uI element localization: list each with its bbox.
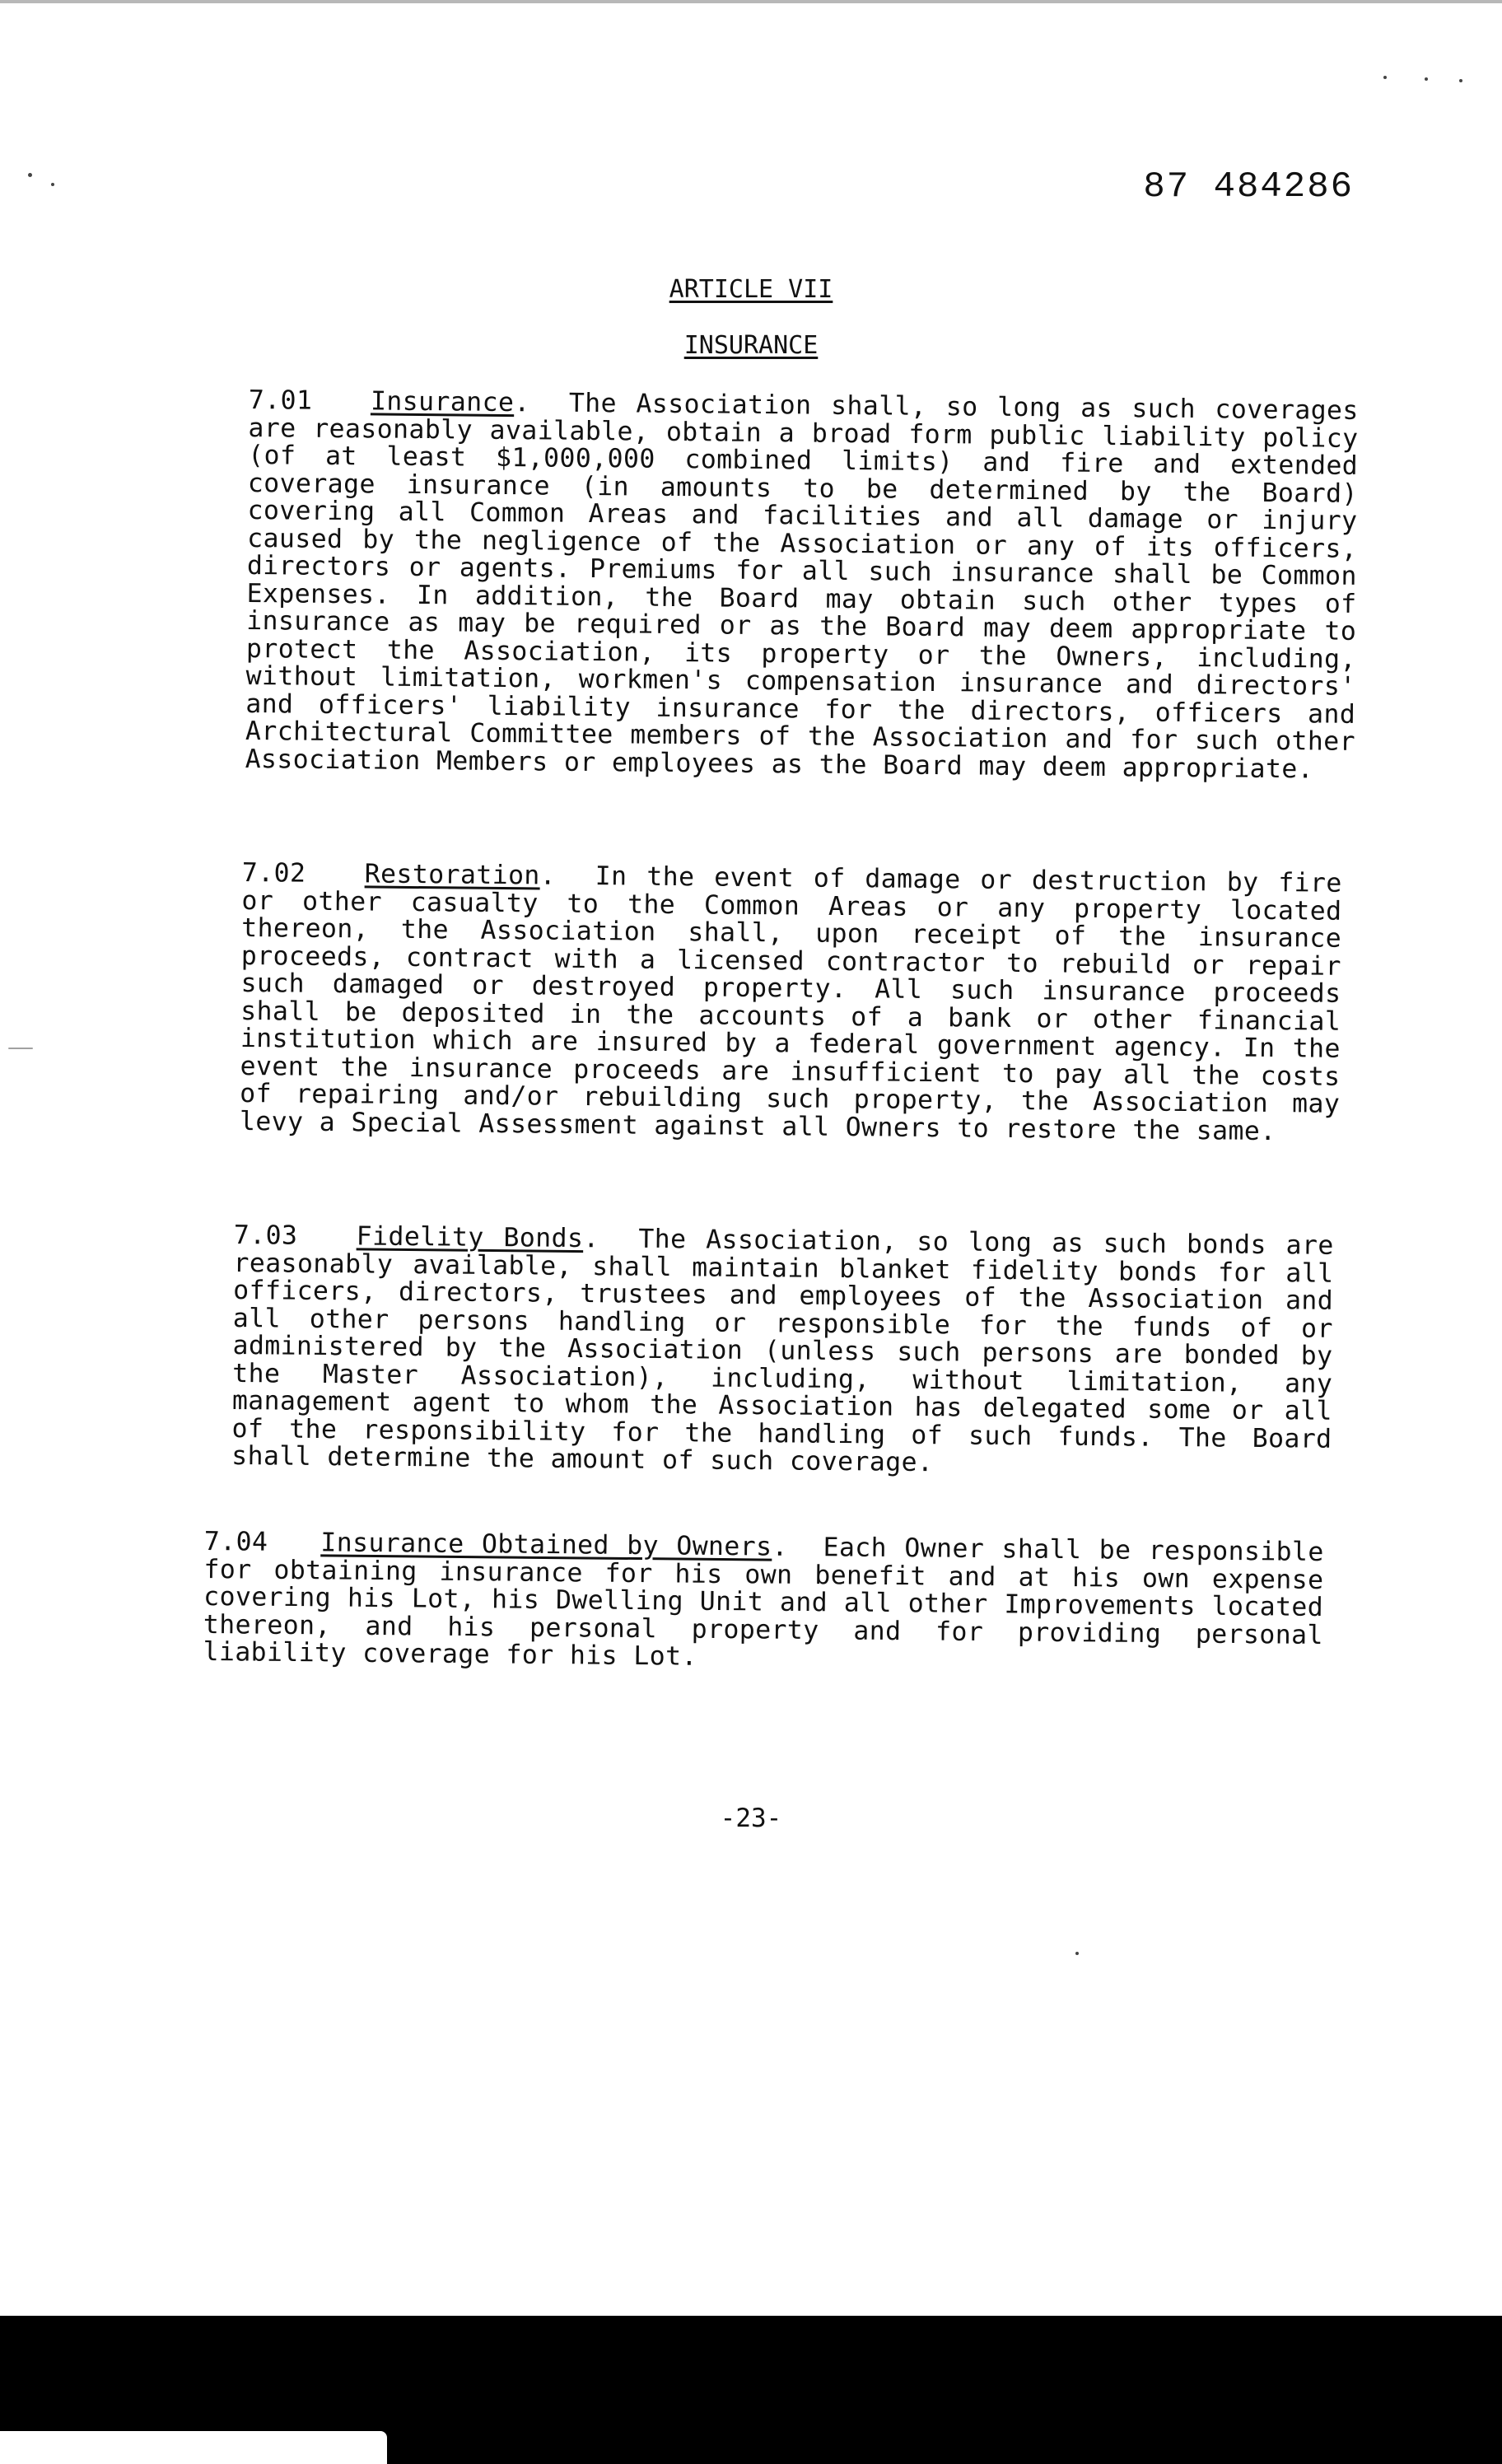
scan-bottom-notch	[0, 2431, 387, 2464]
section-7-04: 7.04 Insurance Obtained by Owners. Each Owner shall be responsible for obtaining insurance for his own benefit and at his own expense covering his Lot, his Dwelling Unit and all other Improvements located thereon, and his personal property and for providing personal liability coverage for his Lot.	[203, 1527, 1324, 1672]
article-heading: ARTICLE VII	[669, 275, 833, 304]
section-7-01: 7.01 Insurance. The Association shall, so long as such coverages are reasonably available, obtain a broad form public liability policy (of at least $1,000,000 combined limits) and fire and extended coverage insurance (in amounts to be determined by the Board) covering all Common Areas and facilities and all damage or injury caused by the negligence of the Association or any of its officers, directors or agents. Premiums for all such insurance shall be Common Expenses. In addition, the Board may obtain such other types of insurance as may be required or as the Board may deem appropriate to protect the Association, its property or the Owners, including, without limitation, workmen's compensation insurance and directors' and officers' liability insurance for the directors, officers and Architectural Committee members of the Association and for such other Association Members or employees as the Board may deem appropriate.	[245, 385, 1359, 784]
section-body: The Association, so long as such bonds are reasonably available, shall maintain blanket fidelity bonds for all officers, directors, trustees and employees of the Association and all other persons handling or responsible for the funds of or administered by the Association (unless such persons are bonded by the Master Association), including, without limitation, any management agent to whom the Association has delegated some or all of the responsibility for the handling of such funds. The Board shall determine the amount of such coverage.	[231, 1224, 1334, 1478]
scan-speck	[28, 173, 32, 177]
section-number: 7.02	[241, 858, 306, 889]
section-number: 7.01	[248, 385, 313, 416]
section-heading: INSURANCE	[683, 331, 819, 360]
section-title: Fidelity Bonds	[356, 1221, 584, 1254]
section-title: Restoration	[364, 859, 540, 891]
scan-speck	[8, 1048, 33, 1049]
scan-speck	[1075, 1952, 1079, 1955]
section-title: Insurance	[370, 386, 515, 418]
page-number: -23-	[720, 1804, 782, 1833]
section-7-02: 7.02 Restoration. In the event of damage or destruction by fire or other casualty to the Common Areas or any property located thereon, the Association shall, upon receipt of the insurance proceeds, contract with a licensed contractor to rebuild or repair such damaged or destroyed property. All such insurance proceeds shall be deposited in the accounts of a bank or other financial institution which are insured by a federal government agency. In the event the insurance proceeds are insufficient to pay all the costs of repairing and/or rebuilding such property, the Association may levy a Special Assessment against all Owners to restore the same.	[239, 858, 1342, 1146]
section-body: The Association shall, so long as such coverages are reasonably available, obtain a broad form public liability policy (of at least $1,000,000 combined limits) and fire and extended coverage insurance (in amounts to be determined by the Board) covering all Common Areas and facilities and all damage or injury caused by the negligence of the Association or any of its officers, directors or agents. Premiums for all such insurance shall be Common Expenses. In addition, the Board may obtain such other types of insurance as may be required or as the Board may deem appropriate to protect the Association, its property or the Owners, including, without limitation, workmen's compensation insurance and directors' and officers' liability insurance for the directors, officers and Architectural Committee members of the Association and for such other Association Members or employees as the Board may deem appropriate.	[245, 388, 1359, 784]
scan-speck	[1383, 76, 1387, 79]
section-body: Each Owner shall be responsible for obtaining insurance for his own benefit and at his own expense covering his Lot, his Dwelling Unit and all other Improvements located thereon, and his personal property and for providing personal liability coverage for his Lot.	[203, 1533, 1324, 1672]
scan-speck	[51, 183, 54, 186]
section-7-03: 7.03 Fidelity Bonds. The Association, so long as such bonds are reasonably available, shall maintain blanket fidelity bonds for all officers, directors, trustees and employees of the Association and all other persons handling or responsible for the funds of or administered by the Association (unless such persons are bonded by the Master Association), including, without limitation, any management agent to whom the Association has delegated some or all of the responsibility for the handling of such funds. The Board shall determine the amount of such coverage.	[231, 1220, 1334, 1478]
section-number: 7.04	[203, 1527, 268, 1557]
section-number: 7.03	[233, 1220, 298, 1251]
document-number: 87 484286	[1143, 166, 1354, 208]
section-body: In the event of damage or destruction by fire or other casualty to the Common Areas or any property located thereon, the Association shall, upon receipt of the insurance proceeds, contract with a licensed contractor to rebuild or repair such damaged or destroyed property. All such insurance proceeds shall be deposited in the accounts of a bank or other financial institution which are insured by a federal government agency. In the event the insurance proceeds are insufficient to pay all the costs of repairing and/or rebuilding such property, the Association may levy a Special Assessment against all Owners to restore the same.	[239, 861, 1342, 1146]
scan-speck	[1459, 79, 1462, 82]
scan-speck	[1425, 77, 1428, 81]
scan-top-edge	[0, 0, 1502, 3]
section-title: Insurance Obtained by Owners	[320, 1528, 772, 1562]
